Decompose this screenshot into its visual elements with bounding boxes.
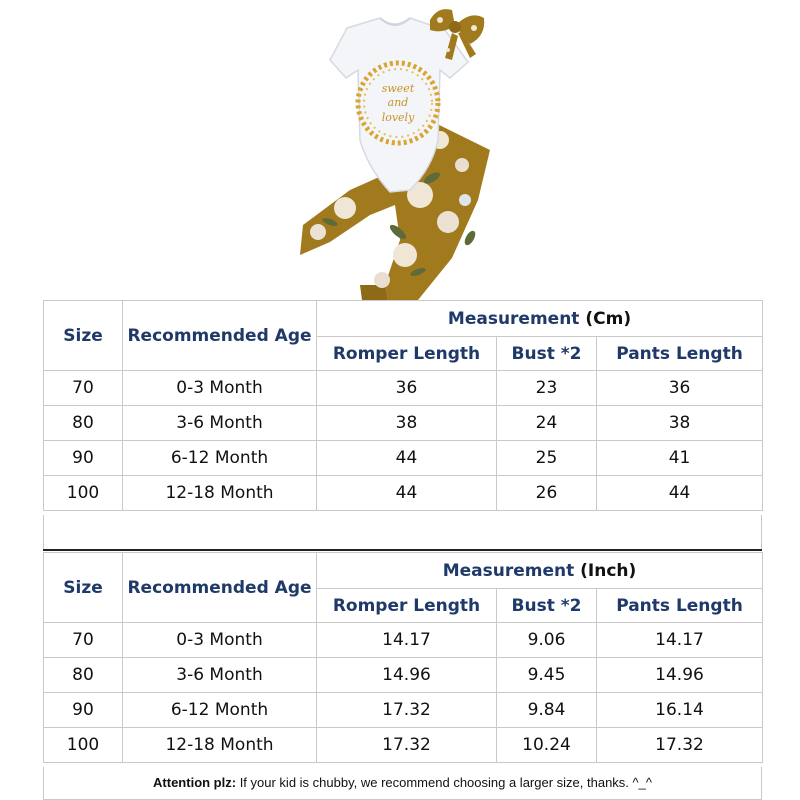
measurement-unit: (Inch) [580, 560, 637, 581]
size-table-inch [43, 552, 763, 763]
table-row [44, 623, 763, 658]
cell-size: 100 [44, 728, 123, 763]
outfit-illustration [0, 0, 800, 300]
header-measurement [317, 553, 763, 589]
cell-bust: 23 [497, 371, 597, 406]
cell-pants-length: 14.17 [597, 623, 763, 658]
cell-romper-length: 14.17 [317, 623, 497, 658]
cell-pants-length: 14.96 [597, 658, 763, 693]
cell-pants-length: 16.14 [597, 693, 763, 728]
attention-text: If your kid is chubby, we recommend choosing a larger size, thanks. ^_^ [236, 775, 652, 790]
table-row [44, 728, 763, 763]
cell-bust: 25 [497, 441, 597, 476]
cell-bust: 26 [497, 476, 597, 511]
attention-label: Attention plz: [153, 775, 237, 790]
cell-romper-length: 17.32 [317, 693, 497, 728]
cell-romper-length: 17.32 [317, 728, 497, 763]
cell-size: 70 [44, 623, 123, 658]
cell-size: 100 [44, 476, 123, 511]
cell-size: 80 [44, 658, 123, 693]
table-row [44, 441, 763, 476]
cell-bust: 9.06 [497, 623, 597, 658]
cell-size: 90 [44, 693, 123, 728]
product-image [0, 0, 800, 300]
table-divider [43, 549, 762, 551]
header-size: Size [44, 553, 123, 623]
measurement-label: Measurement [447, 308, 580, 329]
cell-age: 6-12 Month [123, 441, 317, 476]
header-recommended-age: Recommended Age [123, 301, 317, 371]
table-row [44, 476, 763, 511]
table-row [44, 406, 763, 441]
table-row [44, 371, 763, 406]
cell-romper-length: 44 [317, 476, 497, 511]
cell-age: 3-6 Month [123, 658, 317, 693]
measurement-label: Measurement [442, 560, 575, 581]
header-bust: Bust *2 [497, 337, 597, 371]
cell-age: 0-3 Month [123, 371, 317, 406]
romper-print-line-2: and [387, 96, 409, 109]
cell-romper-length: 14.96 [317, 658, 497, 693]
header-romper-length: Romper Length [317, 589, 497, 623]
header-bust: Bust *2 [497, 589, 597, 623]
cell-pants-length: 17.32 [597, 728, 763, 763]
cell-romper-length: 36 [317, 371, 497, 406]
header-pants-length: Pants Length [597, 337, 763, 371]
table-row [44, 658, 763, 693]
cell-romper-length: 38 [317, 406, 497, 441]
cell-age: 0-3 Month [123, 623, 317, 658]
header-measurement [317, 301, 763, 337]
measurement-unit: (Cm) [585, 308, 632, 329]
cell-age: 3-6 Month [123, 406, 317, 441]
header-size: Size [44, 301, 123, 371]
header-recommended-age: Recommended Age [123, 553, 317, 623]
header-romper-length: Romper Length [317, 337, 497, 371]
cell-bust: 9.84 [497, 693, 597, 728]
cell-size: 80 [44, 406, 123, 441]
cell-romper-length: 44 [317, 441, 497, 476]
cell-size: 70 [44, 371, 123, 406]
romper-print-line-3: lovely [381, 111, 415, 124]
cell-age: 12-18 Month [123, 728, 317, 763]
cell-bust: 9.45 [497, 658, 597, 693]
cell-pants-length: 38 [597, 406, 763, 441]
cell-age: 12-18 Month [123, 476, 317, 511]
table-row [44, 693, 763, 728]
cell-pants-length: 44 [597, 476, 763, 511]
table-spacer [43, 515, 762, 550]
size-table-cm [43, 300, 763, 511]
attention-note [43, 767, 762, 800]
cell-pants-length: 36 [597, 371, 763, 406]
header-pants-length: Pants Length [597, 589, 763, 623]
cell-age: 6-12 Month [123, 693, 317, 728]
cell-bust: 10.24 [497, 728, 597, 763]
cell-size: 90 [44, 441, 123, 476]
cell-bust: 24 [497, 406, 597, 441]
romper-print-line-1: sweet [381, 82, 415, 95]
cell-pants-length: 41 [597, 441, 763, 476]
